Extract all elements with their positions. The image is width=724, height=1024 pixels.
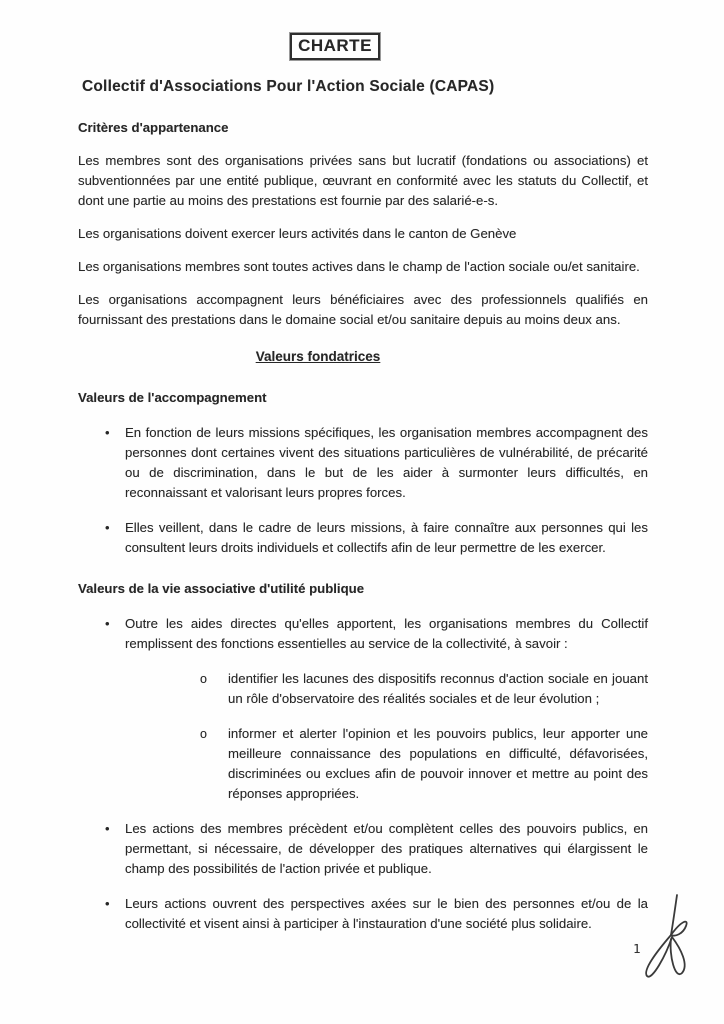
bullet-text: Outre les aides directes qu'elles apportent, les organisations membres du Collectif remplissent des fonctions essentielles au service de la collectivité, à savoir : — [125, 616, 648, 651]
bullet-item — [78, 819, 648, 879]
sub-bullet-item — [78, 669, 648, 709]
accompagnement-bullet-list — [78, 423, 648, 558]
bullet-marker: • — [105, 896, 110, 911]
boxed-title: CHARTE — [298, 36, 372, 55]
signature-paraph — [639, 892, 697, 984]
bullet-marker: • — [105, 425, 110, 440]
values-heading: Valeurs fondatrices — [255, 349, 381, 364]
bullet-item — [78, 518, 648, 558]
accompagnement-heading: Valeurs de l'accompagnement — [78, 390, 267, 405]
sub-bullet-text: informer et alerter l'opinion et les pouvoirs publics, leur apporter une meilleure connaissance des populations en difficulté, défavorisées, discriminées ou exclues afin de pouvoir innover et mettre au point des réponses appropriées. — [228, 726, 648, 801]
paragraph-membres: Les membres sont des organisations privées sans but lucratif (fondations ou associations) et subventionnées par une entité publique, œuvrant en conformité avec les statuts du Collectif, et dont une partie au moins des prestations est fournie par des salarié-e-s. — [78, 153, 648, 208]
sub-bullet-marker: o — [200, 672, 207, 686]
vie-associative-bullet-list — [78, 614, 648, 934]
bullet-text: En fonction de leurs missions spécifiques, les organisation membres accompagnent des personnes dont certaines vivent des situations particulières de vulnérabilité, de précarité ou de discrimination, dans le but de les aider à surmonter leurs difficultés, en reconnaissant et valorisant leurs propres forces. — [125, 425, 648, 500]
bullet-text: Les actions des membres précèdent et/ou complètent celles des pouvoirs publics, en permettant, si nécessaire, de développer des pratiques alternatives qui élargissent le champ des possibilités de l'action privée et publique. — [125, 821, 648, 876]
page-number: 1 — [633, 941, 641, 956]
charte-box — [290, 33, 380, 60]
paragraph-champ: Les organisations membres sont toutes actives dans le champ de l'action sociale ou/et sanitaire. — [78, 259, 640, 274]
bullet-item — [78, 423, 648, 503]
paragraph-canton: Les organisations doivent exercer leurs activités dans le canton de Genève — [78, 226, 517, 241]
sub-bullet-marker: o — [200, 727, 207, 741]
sub-bullet-text: identifier les lacunes des dispositifs reconnus d'action sociale en jouant un rôle d'observatoire des réalités sociales et de leur évolution ; — [228, 671, 648, 706]
criteria-heading: Critères d'appartenance — [78, 120, 229, 135]
bullet-marker: • — [105, 821, 110, 836]
bullet-text: Elles veillent, dans le cadre de leurs missions, à faire connaître aux personnes qui les consultent leurs droits individuels et collectifs afin de leur permettre de les exercer. — [125, 520, 648, 555]
sub-bullet-item — [78, 724, 648, 804]
paragraph-beneficiaires: Les organisations accompagnent leurs bénéficiaires avec des professionnels qualifiés en fournissant des prestations dans le domaine social et/ou sanitaire depuis au moins deux ans. — [78, 292, 648, 327]
vie-associative-heading: Valeurs de la vie associative d'utilité publique — [78, 581, 365, 596]
bullet-text: Leurs actions ouvrent des perspectives axées sur le bien des personnes et/ou de la collectivité et visent ainsi à participer à l'instauration d'une société plus solidaire. — [125, 896, 648, 931]
bullet-marker: • — [105, 616, 110, 631]
bullet-marker: • — [105, 520, 110, 535]
bullet-item — [78, 894, 648, 934]
bullet-item — [78, 614, 648, 654]
signature-icon — [639, 892, 697, 984]
document-title: Collectif d'Associations Pour l'Action Sociale (CAPAS) — [82, 78, 495, 95]
